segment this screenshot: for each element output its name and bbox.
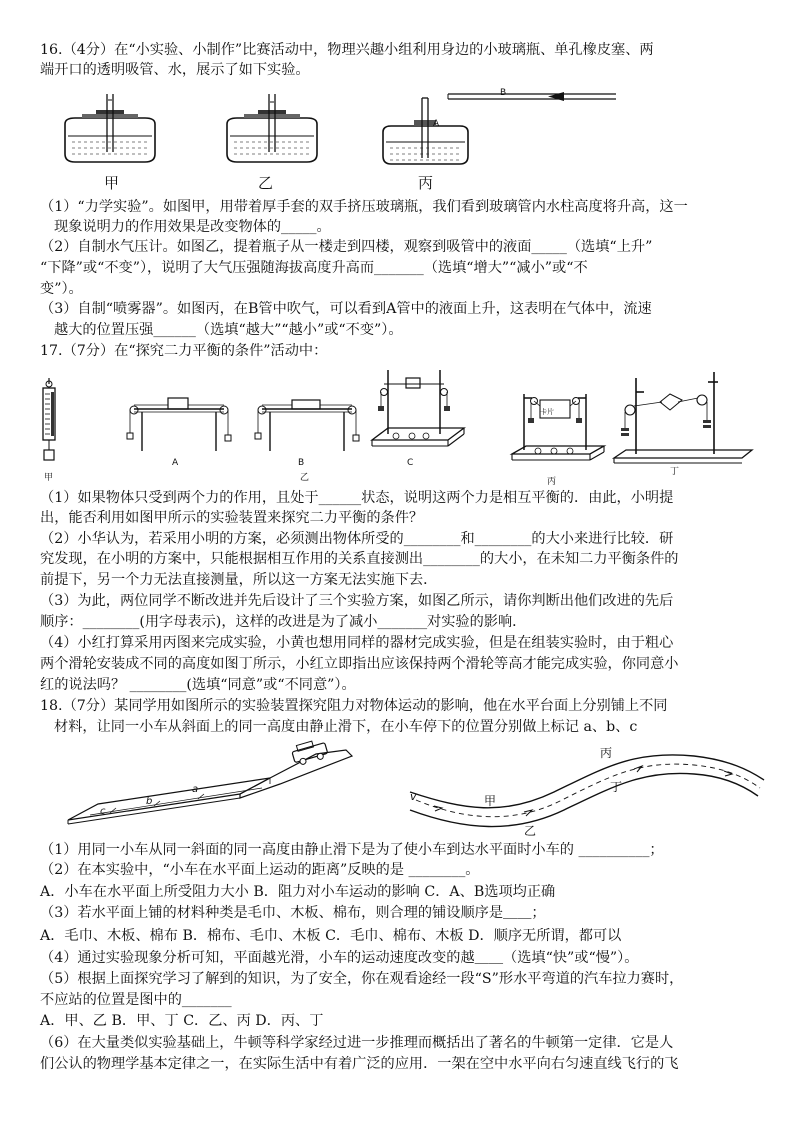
q17-p4-line-1: （4）小红打算采用丙图来完成实验，小黄也想用同样的器材完成实验，但是在组装实验时，由于粗心 (40, 635, 674, 651)
q18-ramp-label-b: b (146, 796, 153, 807)
q18-figure-s-road (404, 740, 774, 836)
q17-p3-line-2: 顺序：________(用字母表示)，这样的改进是为了减小_______对实验的影响． (40, 614, 527, 630)
q16-label-bing: 丙 (418, 174, 434, 192)
q18-figure-ramp (66, 744, 356, 828)
q17-p1-line-2: 出，能否利用如图甲所示的实验装置来探究二力平衡的条件？ (40, 510, 424, 526)
q16-label-jia: 甲 (104, 174, 120, 192)
q16-p3-line-1: （3）自制“喷雾器”。如图丙，在B管中吹气，可以看到A管中的液面上升，这表明在气体中，流速 (40, 301, 652, 317)
q17-figure-b (248, 395, 366, 457)
q16-stem-line-1: 16.（4分）在“小实验、小制作”比赛活动中，物理兴趣小组利用身边的小玻璃瓶、单孔橡皮塞、两 (40, 42, 654, 58)
q18-road-label-bing: 丙 (600, 746, 613, 760)
q18-p2: （2）在本实验中，“小车在水平面上运动的距离”反映的是 ________。 (40, 862, 480, 878)
q16-label-b: B (500, 88, 507, 98)
q16-figure-yi (222, 92, 322, 170)
q18-ramp-label-c: c (100, 806, 106, 817)
q17-p2-line-3: 前提下，另一个力无法直接测量，所以这一方案无法实施下去． (40, 572, 438, 588)
q18-p4: （4）通过实验现象分析可知，平面越光滑，小车的运动速度改变的越＿＿（选填“快”或“慢”）。 (40, 950, 639, 966)
q18-road-label-v: v (410, 790, 417, 803)
q17-label-bing: 丙 (547, 477, 557, 487)
q16-label-a: A (433, 119, 440, 129)
q18-stem-line-2: 材料，让同一小车从斜面上的同一高度由静止滑下，在小车停下的位置分别做上标记 a、b、c (54, 719, 638, 735)
q18-p5-line-2: 不应站的位置是图中的_______ (40, 992, 232, 1008)
q17-stem: 17.（7分）在“探究二力平衡的条件”活动中： (40, 343, 328, 359)
q17-p4-line-3: 红的说法吗？ ________(选填“同意”或“不同意”）。 (40, 677, 356, 693)
q18-stem-line-1: 18.（7分）某同学用如图所示的实验装置探究阻力对物体运动的影响，他在水平台面上分别铺上不同 (40, 698, 668, 714)
q16-p3-line-2: 越大的位置压强______（选填“越大”“越小”或“不变”）。 (54, 322, 403, 338)
q17-figure-jia (38, 378, 60, 464)
q17-label-jia: 甲 (44, 473, 54, 483)
q18-p5-line-1: （5）根据上面探究学习了解到的知识，为了安全，你在观看途经一段“S”形水平弯道的汽车拉力赛时， (40, 971, 684, 987)
q17-label-c: C (407, 458, 414, 468)
q16-p2-line-3: 变”）。 (40, 281, 83, 297)
q18-p5-options: A．甲、乙 B．甲、丁 C．乙、丙 D．丙、丁 (40, 1013, 324, 1029)
q17-label-yi: 乙 (300, 473, 310, 483)
q17-figure-bing (510, 384, 606, 470)
q16-p1-line-1: （1）“力学实验”。如图甲，用带着厚手套的双手挤压玻璃瓶，我们看到玻璃管内水柱高度将升高，这一 (40, 199, 688, 215)
q17-label-card: 卡片 (540, 408, 554, 416)
q17-label-b: B (298, 458, 305, 468)
q16-label-yi: 乙 (258, 174, 274, 192)
q17-label-a: A (172, 458, 179, 468)
q18-road-label-ding: 丁 (610, 780, 623, 794)
q18-p1: （1）用同一小车从同一斜面的同一高度由静止滑下是为了使小车到达水平面时小车的 __________； (40, 842, 664, 858)
q17-label-ding: 丁 (670, 467, 680, 477)
q18-ramp-label-a: a (192, 784, 199, 795)
q18-road-label-jia: 甲 (484, 794, 497, 808)
q17-p2-line-2: 究发现，在小明的方案中，只能根据相互作用的关系直接测出________的大小，在未知二力平衡条件的 (40, 551, 679, 567)
q18-p3: （3）若水平面上铺的材料种类是毛巾、木板、棉布，则合理的铺设顺序是＿＿； (40, 905, 546, 921)
q18-p6-line-1: （6）在大量类似实验基础上，牛顿等科学家经过进一步推理而概括出了著名的牛顿第一定律．它是人 (40, 1035, 674, 1051)
q16-stem-line-2: 端开口的透明吸管、水，展示了如下实验。 (40, 62, 310, 78)
q17-p3-line-1: （3）为此，两位同学不断改进并先后设计了三个实验方案，如图乙所示，请你判断出他们改进的先后 (40, 593, 674, 609)
q16-p1-line-2: 现象说明力的作用效果是改变物体的_____。 (54, 219, 331, 235)
q17-p1-line-1: （1）如果物体只受到两个力的作用，且处于______状态，说明这两个力是相互平衡的．由此，小明提 (40, 490, 674, 506)
q17-figure-a (120, 395, 238, 457)
q16-figure-bing (378, 90, 628, 170)
q18-p3-options: A．毛巾、木板、棉布 B．棉布、毛巾、木板 C．毛巾、棉布、木板 D．顺序无所谓，都可以 (40, 928, 622, 944)
q16-figure-jia (60, 92, 160, 170)
q18-road-label-yi: 乙 (524, 824, 537, 838)
q17-figure-c (370, 366, 466, 458)
q17-p2-line-1: （2）小华认为，若采用小明的方案，必须测出物体所受的________和________的大小来进行比较．研 (40, 531, 674, 547)
q17-figure-ding (612, 370, 756, 470)
q17-p4-line-2: 两个滑轮安装成不同的高度如图丁所示，小红立即指出应该保持两个滑轮等高才能完成实验，你同意小 (40, 656, 679, 672)
q16-p2-line-1: （2）自制水气压计。如图乙，提着瓶子从一楼走到四楼，观察到吸管中的液面_____（选填“上升” (40, 239, 653, 255)
q18-p6-line-2: 们公认的物理学基本定律之一，在实际生活中有着广泛的应用．一架在空中水平向右匀速直线飞行的飞 (40, 1056, 679, 1072)
q18-p2-options: A．小车在水平面上所受阻力大小 B．阻力对小车运动的影响 C．A、B选项均正确 (40, 884, 556, 900)
q16-p2-line-2: “下降”或“不变”），说明了大气压强随海拔高度升高而_______（选填“增大”“减小”或“不 (40, 260, 588, 276)
